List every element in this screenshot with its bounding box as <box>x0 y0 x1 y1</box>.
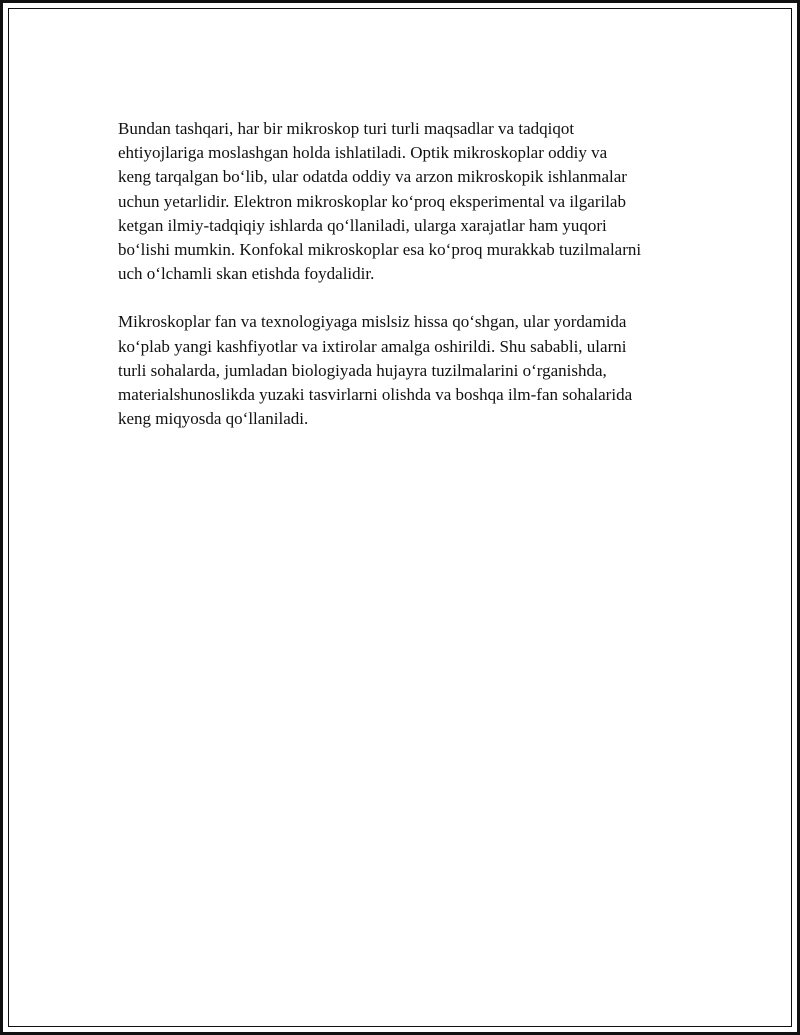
document-body <box>118 117 708 455</box>
text-line: Mikroskoplar fan va texnologiyaga mislsiz hissa qo‘shgan, ular yordamida <box>118 312 627 332</box>
text-line: keng tarqalgan bo‘lib, ular odatda oddiy va arzon mikroskopik ishlanmalar <box>118 167 627 187</box>
text-line: uch o‘lchamli skan etishda foydalidir. <box>118 264 375 284</box>
text-line: keng miqyosda qo‘llaniladi. <box>118 409 309 429</box>
paragraph-microscope-contributions <box>118 310 708 431</box>
text-line: materialshunoslikda yuzaki tasvirlarni olishda va boshqa ilm-fan sohalarida <box>118 385 633 405</box>
text-line: turli sohalarda, jumladan biologiyada hujayra tuzilmalarini o‘rganishda, <box>118 360 607 380</box>
text-line: ko‘plab yangi kashfiyotlar va ixtirolar amalga oshirildi. Shu sababli, ularni <box>118 336 627 356</box>
text-line: Bundan tashqari, har bir mikroskop turi turli maqsadlar va tadqiqot <box>118 119 575 138</box>
text-line: bo‘lishi mumkin. Konfokal mikroskoplar esa ko‘proq murakkab tuzilmalarni <box>118 240 642 260</box>
text-line: uchun yetarlidir. Elektron mikroskoplar ko‘proq eksperimental va ilgarilab <box>118 191 626 211</box>
text-line: ketgan ilmiy-tadqiqiy ishlarda qo‘llaniladi, ularga xarajatlar ham yuqori <box>118 215 607 235</box>
paragraph-microscope-types <box>118 117 708 286</box>
text-line: ehtiyojlariga moslashgan holda ishlatiladi. Optik mikroskoplar oddiy va <box>118 143 608 163</box>
